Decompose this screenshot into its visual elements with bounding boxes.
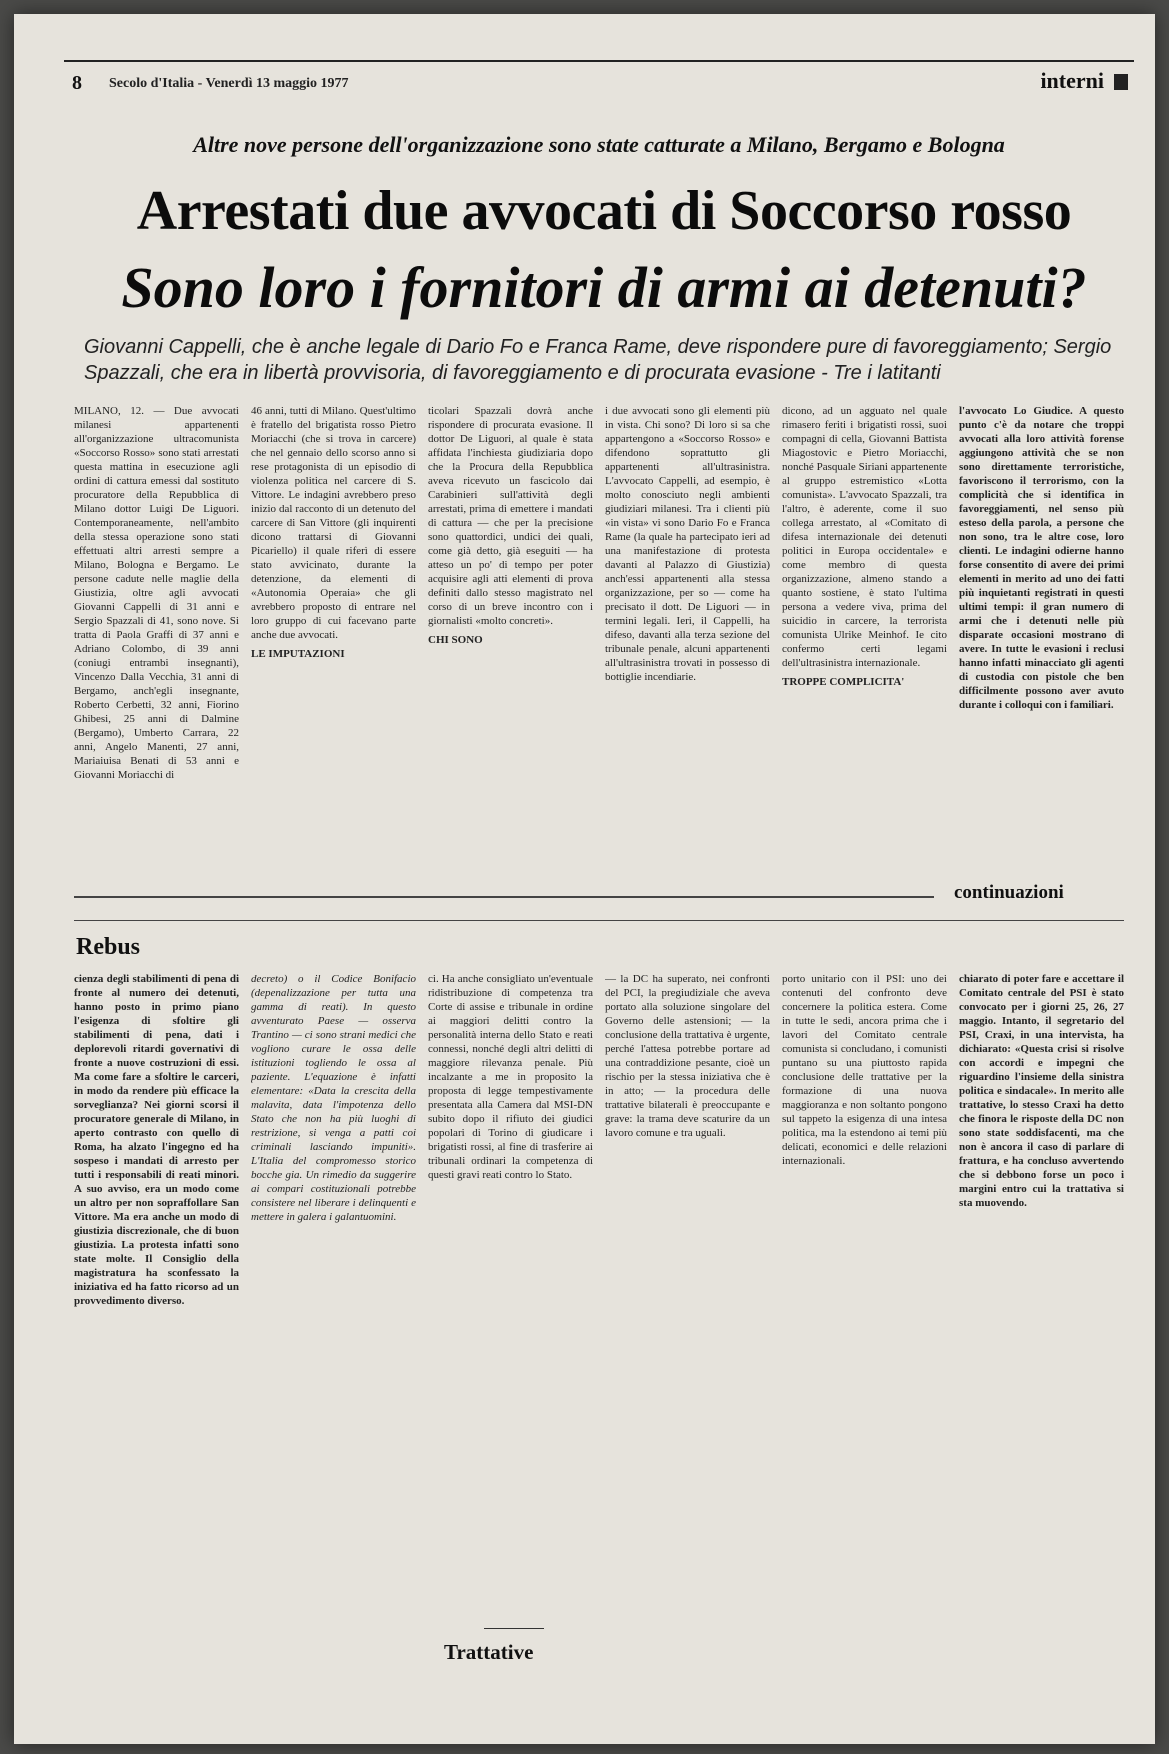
continuation-column <box>428 972 593 1622</box>
article-column <box>782 404 947 884</box>
dateline: Secolo d'Italia - Venerdì 13 maggio 1977 <box>109 76 349 91</box>
trattative-title: Trattative <box>444 1640 534 1664</box>
divider <box>74 896 934 898</box>
article-column <box>959 404 1124 884</box>
column-text: — la DC ha superato, nei confronti del PCI, la pregiudiziale che aveva portato alla soluzione singolare del Governo delle astensioni; — la conclusione della trattativa è urgente, perché l'attesa potrebbe portare ad una contraddizione pesante, cioè un rischio per la stessa iniziativa che è in atto; — la procedura delle trattative bilaterali è preoccupante e grave: la trama deve scaturire da un lavoro comune e tra uguali. <box>605 973 770 1139</box>
continuation-column <box>782 972 947 1622</box>
column-text: dicono, ad un agguato nel quale rimasero feriti i brigatisti rossi, suoi compagni di cella, Giovanni Battista Miagostovic e Pietro Moriacchi, nonché Pasquale Siriani appartenente al gruppo estremistico «Lotta comunista». L'avvocato Spazzali, tra l'altro, è aderente, come il suo collega arrestato, al «Comitato di difesa internazionale dei detenuti politici in Europa occidentale» e come membro di questa organizzazione, almeno stando a quanto sostiene, è stato l'ultima persona a vedere viva, prima del suicidio in carcere, la terrorista comunista Ulrike Meinhof. Ie cito confermo certi legami dell'ultrasinistra internazionale. <box>782 405 947 669</box>
section-divider <box>484 1628 544 1629</box>
column-text: chiarato di poter fare e accettare il Comitato centrale del PSI è stato convocato per i giorni 25, 26, 27 maggio. Intanto, il segretario del PSI, Craxi, in una intervista, ha dichiarato: «Questa crisi si risolve con accordi e impegni che riguardino l'insieme della sinistra politica e sindacale». In merito alle trattative, lo stesso Craxi ha detto che finora le risposte della DC non sono state soddisfacenti, ma che non è ancora il caso di parlare di frattura, e ha concluso avvertendo che si debbono forse un poco i margini entro cui la trattativa si sta muovendo. <box>959 973 1124 1209</box>
column-text: i due avvocati sono gli elementi più in vista. Chi sono? Di loro si sa che appartengono a «Soccorso Rosso» e difendono soprattutto gli appartenenti all'ultrasinistra. L'avvocato Cappelli, ad esempio, è molto conosciuto negli ambienti giudiziari milanesi. Tra i clienti più «in vista» vi sono Dario Fo e Franca Rame (la quale ha partecipato ieri ad una manifestazione di protesta davanti al Palazzo di Giustizia) anch'essi appartenenti alla stessa organizzazione, per so — come ha precisato il dott. De Liguori — in termini legali. Ieri, il Cappelli, ha difeso, davanti alla terza sezione del tribunale penale, alcuni appartenenti all'ultrasinistra trovati in possesso di bottiglie incendiarie. <box>605 405 770 683</box>
continuazioni-label: continuazioni <box>954 882 1064 903</box>
masthead <box>64 60 1134 100</box>
page-number: 8 <box>72 72 82 94</box>
kicker: Altre nove persone dell'organizzazione sono state catturate a Milano, Bergamo e Bologna <box>193 132 1005 157</box>
divider <box>74 920 1124 921</box>
column-text: ci. Ha anche consigliato un'eventuale ridistribuzione di competenza tra Corte di assise e tribunale in ordine ai maggiori delitti contro la personalità interna dello Stato e reati connessi, nonché degli altri delitti di maggiore rilevanza penale. Più incalzante a me in proposito la proposta di legge tempestivamente presentata alla Camera dal MSI-DN subito dopo il rifiuto dei giudici popolari di Torino di giudicare i brigatisti rossi, al fine di trasferire ai tribunali ordinari la competenza di questi gravi reati contro lo Stato. <box>428 973 593 1181</box>
subheading-troppe: TROPPE COMPLICITA' <box>782 676 905 688</box>
column-text: l'avvocato Lo Giudice. A questo punto c'è da notare che troppi avvocati alla loro attività forense aggiungono attività che se non sono direttamente terroristiche, favoriscono il terrorismo, con la complicità che si identifica in favoreggiamenti, nel senso più esteso della parola, a persone che non sono, tra le altre cose, loro clienti. Le indagini odierne hanno forse consentito di avere dei primi elementi in merito ad uno dei fatti più inquietanti registrati in questi ultimi tempi: il gran numero di armi che i detenuti nelle più disparate occasioni mostrano di avere. In tutte le evasioni i reclusi hanno infatti minacciato gli agenti di custodia con pistole che ben difficilmente possono aver avuto durante i colloqui con i familiari. <box>959 405 1124 711</box>
article-column <box>74 404 239 884</box>
article-columns <box>74 404 1124 884</box>
subheading-imputazioni: LE IMPUTAZIONI <box>251 648 345 660</box>
continuation-column <box>959 972 1124 1622</box>
column-text: 46 anni, tutti di Milano. Quest'ultimo è fratello del brigatista rosso Pietro Moriacchi (che si trova in carcere) che nel gennaio dello scorso anno si rese protagonista di un episodio di violenza politica nel carcere di S. Vittore. Le indagini avrebbero preso inizio dal racconto di un detenuto del carcere di San Vittore (gli inquirenti dicono trattarsi di Giovanni Picariello) il quale riferì di essere stato avvicinato, durante la detenzione, da elementi di «Autonomia Operaia» che gli avrebbero proposto di entrare nel loro gruppo di cui facevano parte anche due avvocati. <box>251 405 416 641</box>
column-text: porto unitario con il PSI: uno dei contenuti del confronto deve concernere la politica estera. Come in tutte le sedi, ancora prima che i lavori del Comitato centrale comunista si concludano, i comunisti puntano su una piuttosto rapida conclusione delle trattative per la formazione di una nuova maggioranza e non soltanto pongono sul tappeto la esigenza di una intesa politica, ma la estendono ai temi più delicati, economici e delle relazioni internazionali. <box>782 973 947 1167</box>
headline: Arrestati due avvocati di Soccorso rosso <box>136 180 1072 242</box>
column-text: ticolari Spazzali dovrà anche rispondere di procurata evasione. Il dottor De Liguori, al quale è stata affidata l'inchiesta giudiziaria dopo che la Procura della Repubblica aveva ricevuto un fascicolo dai Carabinieri sull'attività degli arrestati, prima di emettere i mandati di cattura — che per la precisione sono quattordici, undici dei quali, come già detto, già eseguiti — ha atteso un po' di tempo per poter acquisire agli atti elementi di prova definiti dallo stesso magistrato nel corso di un breve incontro con i giornalisti «molto concreti». <box>428 405 593 627</box>
section-marker-icon <box>1114 74 1128 90</box>
article-column <box>428 404 593 884</box>
rebus-title: Rebus <box>76 934 141 960</box>
article-column <box>251 404 416 884</box>
continuation-columns <box>74 972 1124 1622</box>
subheading-chi-sono: CHI SONO <box>428 634 483 646</box>
article-column <box>605 404 770 884</box>
continuation-column <box>605 972 770 1622</box>
continuation-column <box>74 972 239 1622</box>
continuation-column <box>251 972 416 1622</box>
newspaper-page <box>14 14 1155 1744</box>
subheadline: Giovanni Cappelli, che è anche legale di Dario Fo e Franca Rame, deve rispondere pure di favoreggiamento; Sergio Spazzali, che era in libertà provvisoria, di favoreggiamento e di procurata evasione - Tre i latitanti <box>84 336 1112 384</box>
column-text: cienza degli stabilimenti di pena di fronte al numero dei detenuti, hanno posto in primo piano l'esigenza di sfoltire gli stabilimenti di pena, dati i deplorevoli ritardi governativi di fronte a nuove costruzioni di essi. Ma come fare a sfoltire le carceri, in modo da rendere più efficace la sorveglianza? Nei giorni scorsi il procuratore generale di Milano, in aperto contrasto con quello di Roma, ha alzato l'ingegno ed ha sospeso i mandati di arresto per tutti i responsabili di reati minori. A suo avviso, era un modo come un altro per non sopraffollare San Vittore. Ma era anche un modo di giustizia discrezionale, che di buon giustizia. La protesta infatti sono state molte. Il Consiglio della magistratura ha sconfessato la iniziativa ed ha fatto ricorso ad un provvedimento diverso. <box>74 973 239 1307</box>
headline-secondary: Sono loro i fornitori di armi ai detenuti? <box>121 255 1087 320</box>
section-label: interni <box>1040 68 1104 93</box>
column-text: MILANO, 12. — Due avvocati milanesi appartenenti all'organizzazione ultracomunista «Soccorso Rosso» sono stati arrestati questa mattina in esecuzione agli ordini di cattura emessi dal sostituto procuratore della Repubblica di Milano dottor Luigi De Liguori. Contemporaneamente, nell'ambito della stessa operazione sono stati effettuati altri arresti sempre a Milano, Bologna e Bergamo. Le persone cadute nelle maglie della Giustizia, oltre agli avvocati Giovanni Cappelli di 31 anni e Sergio Spazzali di 41, sono nove. Si tratta di Paola Graffi di 37 anni e Adriano Colombo, di 39 anni (coniugi entrambi insegnanti), Vincenzo Dalla Vecchia, 31 anni di Bergamo, anch'egli insegnante, Roberto Cerbetti, 32 anni, Fiorino Ghibesi, 25 anni di Dalmine (Bergamo), Umberto Carrara, 22 anni, Angelo Manenti, 27 anni, Mariaiuisa Benati di 53 anni e Giovanni Moriacchi di <box>74 405 239 781</box>
column-text: decreto) o il Codice Bonifacio (depenalizzazione per tutta una gamma di reati). In questo avventurato Paese — osserva Trantino — ci sono strani medici che vogliono curare le ossa delle istituzioni togliendo le ossa al paziente. L'equazione è infatti elementare: «Data la crescita della malavita, data l'impotenza dello Stato che non ha più luoghi di restrizione, si venga a patti coi criminali lasciando impuniti». L'Italia del compromesso storico bocche gia. Un rimedio da suggerire ai compari costituzionali potrebbe consistere nel liberare i delinquenti e mettere in galera i galantuomini. <box>251 973 416 1223</box>
